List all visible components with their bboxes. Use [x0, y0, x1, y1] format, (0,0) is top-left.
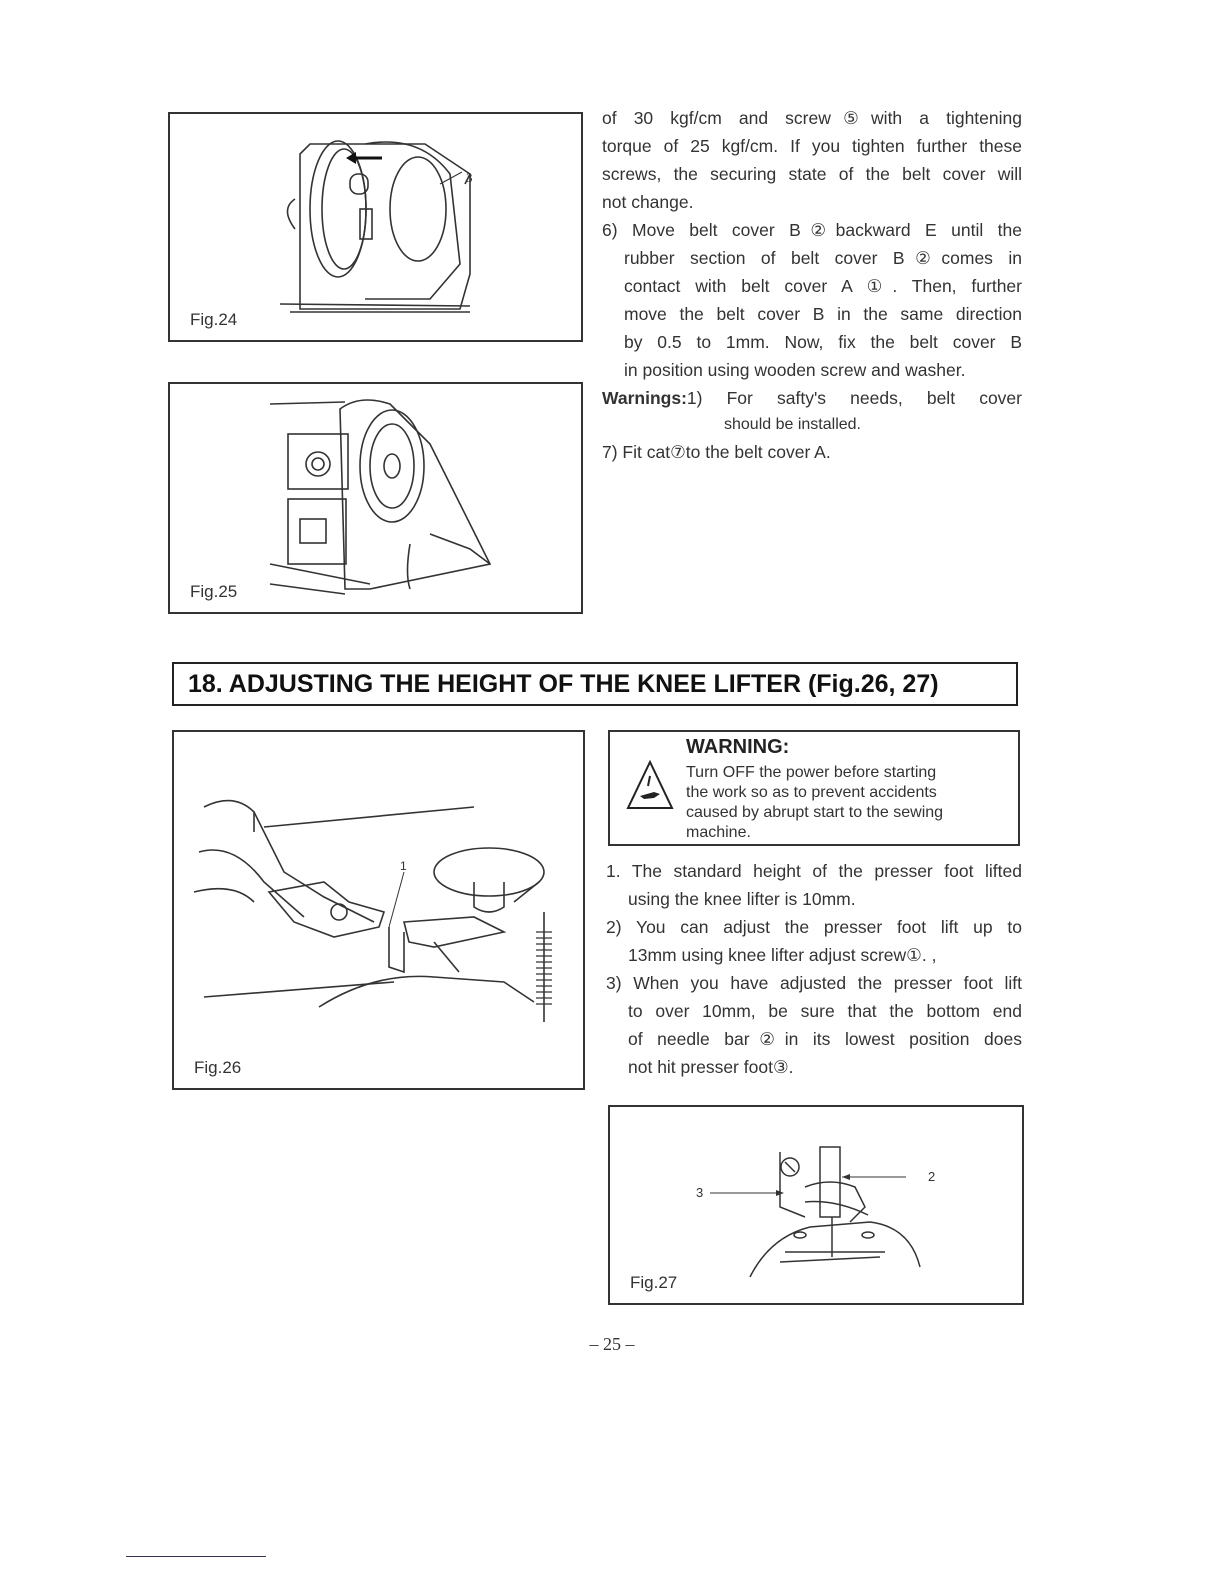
- text-line: not change.: [602, 192, 694, 212]
- text-line: torque of 25 kgf/cm. If you tighten further these: [602, 136, 1022, 156]
- text-line: the work so as to prevent accidents: [686, 784, 937, 801]
- text-line: contact with belt cover A ①. Then, further: [624, 276, 1022, 296]
- figure-27: [608, 1105, 1024, 1305]
- text-line: should be installed.: [724, 416, 861, 433]
- figure-label: Fig.25: [190, 582, 238, 601]
- warning-hand-icon: [616, 736, 686, 846]
- text-line: 2) You can adjust the presser foot lift up to: [606, 917, 1022, 937]
- figure-label: Fig.24: [190, 310, 238, 329]
- text-line: to over 10mm, be sure that the bottom end: [628, 1001, 1022, 1021]
- callout-number: 1: [400, 859, 407, 873]
- text-line: of 30 kgf/cm and screw⑤with a tightening: [602, 108, 1022, 128]
- text-line: not hit presser foot③.: [628, 1057, 794, 1077]
- text-line: 1. The standard height of the presser foot lifted: [606, 861, 1022, 881]
- text-line: 13mm using knee lifter adjust screw①. ,: [628, 945, 937, 965]
- callout-number: 3: [466, 170, 473, 185]
- text-line: Turn OFF the power before starting: [686, 764, 937, 781]
- text-line: of needle bar②in its lowest position does: [628, 1029, 1022, 1049]
- text-line: caused by abrupt start to the sewing: [686, 804, 944, 821]
- belt-cover-installed-illustration: [170, 384, 581, 612]
- text-line: 7) Fit cat⑦to the belt cover A.: [602, 442, 831, 462]
- knee-lifter-illustration: [174, 732, 583, 1088]
- text-line: 1) For safty's needs, belt cover: [686, 388, 1022, 408]
- warning-title: WARNING:: [686, 736, 790, 758]
- figure-label: Fig.26: [194, 1058, 242, 1077]
- figure-label: Fig.27: [630, 1273, 678, 1292]
- warning-box: [608, 730, 1020, 846]
- figure-25: [168, 382, 583, 614]
- belt-cover-illustration: [170, 114, 581, 340]
- footer-rule: [126, 1556, 266, 1557]
- knee-lifter-steps: [606, 857, 1022, 1081]
- text-line: in position using wooden screw and washer.: [624, 360, 966, 380]
- callout-number: 3: [696, 1185, 704, 1200]
- warning-text: [686, 763, 1016, 843]
- page-number: – 25 –: [589, 1334, 635, 1354]
- figure-24: [168, 112, 583, 342]
- text-line: rubber section of belt cover B②comes in: [624, 248, 1022, 268]
- text-line: 3) When you have adjusted the presser foot lift: [606, 973, 1022, 993]
- text-line: using the knee lifter is 10mm.: [628, 889, 856, 909]
- callout-number: 2: [928, 1169, 936, 1184]
- text-line: move the belt cover B in the same direction: [624, 304, 1022, 324]
- warnings-line: [602, 384, 1022, 412]
- text-line: 6) Move belt cover B②backward E until the: [602, 220, 1022, 240]
- text-line: machine.: [686, 824, 751, 841]
- warnings-label: Warnings:: [602, 388, 687, 408]
- text-line: by 0.5 to 1mm. Now, fix the belt cover B: [624, 332, 1022, 352]
- text-line: screws, the securing state of the belt cover will: [602, 164, 1022, 184]
- belt-cover-instructions: [602, 104, 1022, 466]
- section-title: 18. ADJUSTING THE HEIGHT OF THE KNEE LIFTER (Fig.26, 27): [172, 662, 1018, 706]
- figure-26: [172, 730, 585, 1090]
